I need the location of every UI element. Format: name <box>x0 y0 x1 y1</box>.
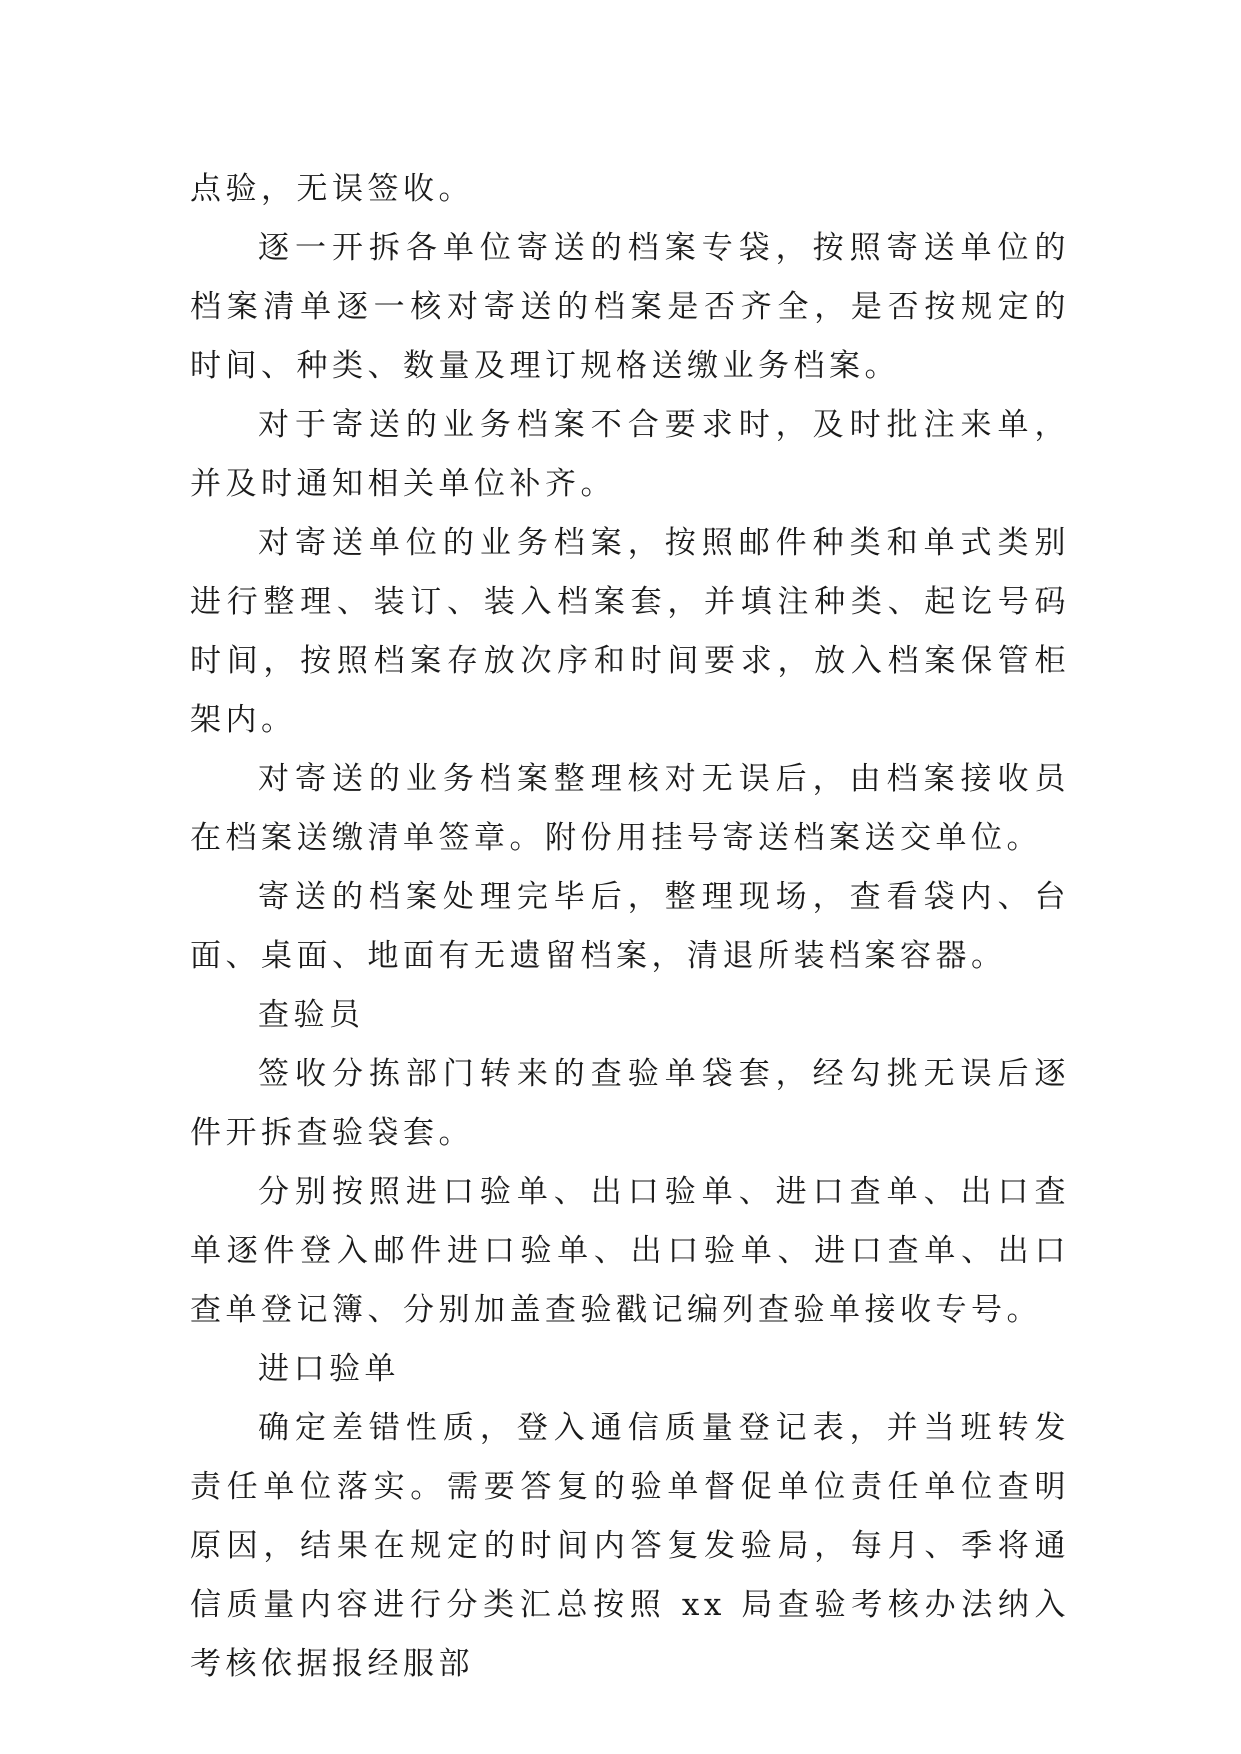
paragraph-8: 分别按照进口验单、出口验单、进口查单、出口查单逐件登入邮件进口验单、出口验单、进口查单、出口查单登记簿、分别加盖查验戳记编列查验单接收专号。 <box>190 1174 1070 1328</box>
paragraph-1: 点验，无误签收。 <box>190 171 474 207</box>
paragraph-2: 逐一开拆各单位寄送的档案专袋，按照寄送单位的档案清单逐一核对寄送的档案是否齐全，是否按规定的时间、种类、数量及理订规格送缴业务档案。 <box>190 230 1070 384</box>
paragraph-9: 确定差错性质，登入通信质量登记表，并当班转发责任单位落实。需要答复的验单督促单位责任单位查明原因，结果在规定的时间内答复发验局，每月、季将通信质量内容进行分类汇总按照 xx 局查验考核办法纳入考核依据报经服部 <box>190 1410 1070 1682</box>
document-body <box>190 160 1070 1694</box>
paragraph-5: 对寄送的业务档案整理核对无误后，由档案接收员在档案送缴清单签章。附份用挂号寄送档案送交单位。 <box>190 761 1070 856</box>
paragraph-6: 寄送的档案处理完毕后，整理现场，查看袋内、台面、桌面、地面有无遗留档案，清退所装档案容器。 <box>190 879 1070 974</box>
paragraph-3: 对于寄送的业务档案不合要求时，及时批注来单，并及时通知相关单位补齐。 <box>190 407 1070 502</box>
paragraph-4: 对寄送单位的业务档案，按照邮件种类和单式类别进行整理、装订、装入档案套，并填注种类、起讫号码时间，按照档案存放次序和时间要求，放入档案保管柜架内。 <box>190 525 1070 738</box>
paragraph-7: 签收分拣部门转来的查验单袋套，经勾挑无误后逐件开拆查验袋套。 <box>190 1056 1070 1151</box>
section-heading-inspector: 查验员 <box>258 997 365 1033</box>
section-heading-import-verification: 进口验单 <box>258 1351 400 1387</box>
